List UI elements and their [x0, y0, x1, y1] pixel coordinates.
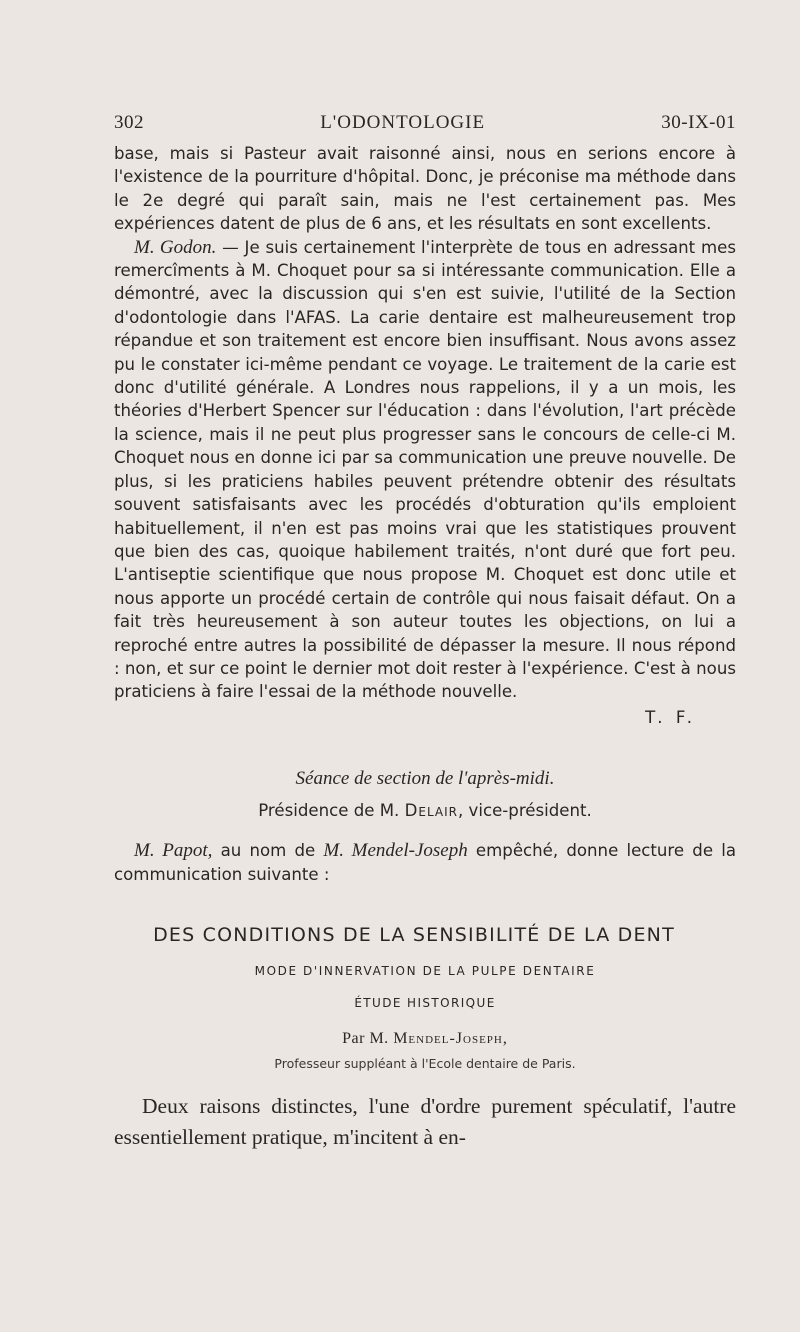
godon-paragraph	[114, 236, 736, 704]
reader-name: M. Papot,	[134, 840, 213, 862]
intro-text-2: empêché, donne lecture de la communication suivante :	[114, 841, 737, 884]
article-opening	[114, 1091, 736, 1153]
page-number: 302	[114, 112, 144, 133]
intro-text-1: au nom de	[212, 841, 324, 861]
author-role: Professeur suppléant à l'Ecole dentaire de Paris.	[274, 1055, 576, 1071]
author-reference: M. Mendel-Joseph	[323, 840, 468, 862]
speaker-name: M. Godon.	[134, 236, 217, 258]
running-header	[114, 112, 736, 134]
discussion-paragraph: base, mais si Pasteur avait raisonné ainsi, nous en serions encore à l'existence de la pourriture d'hôpital. Donc, je préconise ma méthode dans le 2e degré qui paraît sain, mais ne l'est certainement pas. Mes expériences datent de plus de 6 ans, et les résultats en sont excellents.	[114, 144, 736, 234]
issue-date: 30-IX-01	[661, 112, 736, 133]
opening-paragraph: Deux raisons distinctes, l'une d'ordre purement spéculatif, l'autre essentiellement pratique, m'incitent à en-	[114, 1093, 736, 1149]
article-subtitle-2: ÉTUDE HISTORIQUE	[354, 995, 496, 1010]
president-name: Delair	[404, 801, 458, 821]
godon-text: — Je suis certainement l'interprète de tous en adressant mes remercîments à M. Choquet pour sa si intéressante communication. Elle a démontré, avec la discussion qui s'en est suivie, l'utilité de la Section d'odontologie dans l'AFAS. La carie dentaire est malheureusement trop répandue et son traitement est encore bien insuffisant. Nous avons assez pu le constater ici-même pendant ce voyage. Le traitement de la carie est donc d'utilité générale. A Londres nous rappelions, il y a un mois, les théories d'Herbert Spencer sur l'éducation : dans l'évolution, l'art précède la science, mais il ne peut plus progresser sans le concours de celle-ci M. Choquet nous en donne ici par sa communication une preuve nouvelle. De plus, si les praticiens habiles peuvent prétendre obtenir des résultats souvent satisfaisants avec les procédés d'obturation qu'ils emploient habituellement, il n'en est pas moins vrai que les statistiques prouvent que bien des cas, quoique habilement traités, n'ont duré que fort peu. L'antiseptie scientifique que nous propose M. Choquet est donc utile et nous apporte un procédé certain de contrôle qui nous faisait défaut. On a fait très heureusement à son auteur toutes les objections, on lui a reproché entre autres la possibilité de dépasser la mesure. Il nous répond : non, et sur ce point le dernier mot doit rester à l'expérience. C'est à nous praticiens à faire l'essai de la méthode nouvelle.	[114, 237, 736, 702]
session-heading	[114, 763, 736, 827]
intro-paragraph	[114, 839, 736, 886]
document-page	[114, 112, 736, 1153]
article-author	[114, 1030, 736, 1048]
presidency-line	[114, 795, 736, 827]
session-title: Séance de section de l'après-midi.	[295, 768, 555, 790]
article-subtitle: MODE D'INNERVATION DE LA PULPE DENTAIRE	[254, 963, 596, 978]
signature: T. F.	[645, 707, 696, 727]
article-title: DES CONDITIONS DE LA SENSIBILITÉ DE LA DENT	[153, 923, 675, 946]
author-name: Mendel-Joseph,	[393, 1029, 508, 1047]
author-prefix: Par M.	[342, 1029, 394, 1047]
discussion-section	[114, 142, 736, 729]
presidency-prefix: Présidence de M.	[258, 801, 405, 821]
presidency-suffix: , vice-président.	[458, 801, 592, 821]
journal-title: L'ODONTOLOGIE	[320, 112, 486, 133]
